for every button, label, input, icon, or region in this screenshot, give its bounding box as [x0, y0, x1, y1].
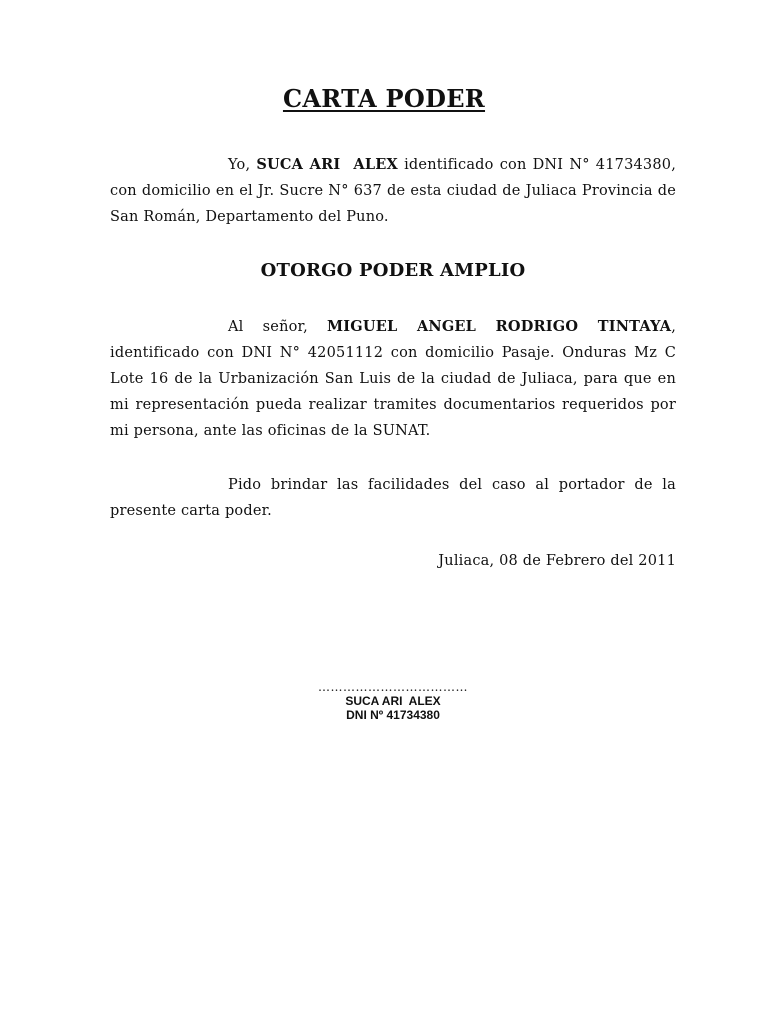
grantee-paragraph	[110, 314, 676, 444]
signature-line: ………………………………	[318, 680, 468, 694]
request-paragraph: Pido brindar las facilidades del caso al portador de la presente carta poder.	[110, 477, 676, 519]
grantor-prefix: Yo,	[228, 157, 257, 173]
grantor-details: identificado con DNI N° 41734380, con domicilio en el Jr. Sucre N° 637 de esta ciudad de Juliaca Provincia de San Román, Departamento del Puno.	[110, 157, 677, 225]
signature-block	[0, 680, 768, 722]
signature-dni: DNI Nº 41734380	[346, 708, 440, 722]
signature-name: SUCA ARI ALEX	[345, 694, 441, 708]
grantee-details: , identificado con DNI N° 42051112 con domicilio Pasaje. Onduras Mz C Lote 16 de la Urbanización San Luis de la ciudad de Juliaca, para que en mi representación pueda realizar tramites documentarios requeridos por mi persona, ante las oficinas de la SUNAT.	[110, 319, 676, 439]
date-line: Juliaca, 08 de Febrero del 2011	[438, 553, 676, 569]
grantee-prefix: Al señor,	[228, 319, 328, 335]
grantor-paragraph	[110, 152, 676, 230]
grantor-name: SUCA ARI ALEX	[256, 156, 398, 173]
grantee-name: MIGUEL ANGEL RODRIGO TINTAYA	[327, 318, 672, 335]
power-heading: OTORGO PODER AMPLIO	[260, 260, 526, 281]
document-title: CARTA PODER	[282, 84, 486, 113]
